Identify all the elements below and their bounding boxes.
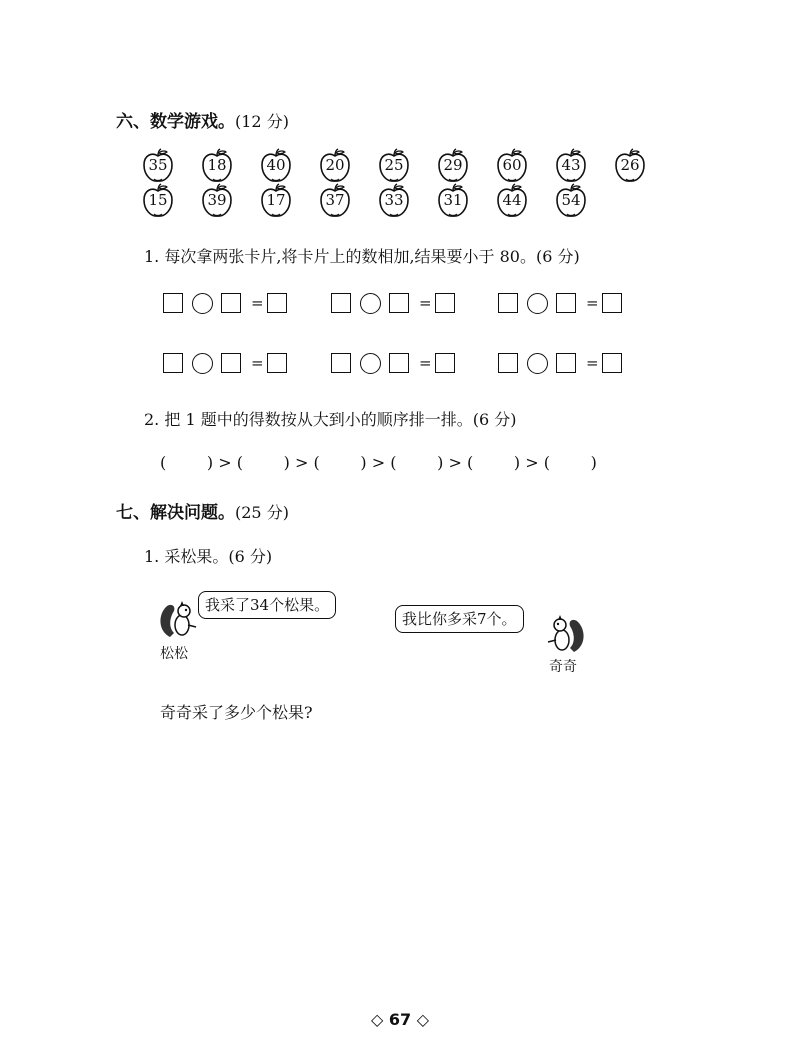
equals-sign: = <box>586 354 599 372</box>
apple-card <box>553 183 589 219</box>
section-7-title: 七、解决问题。 <box>116 503 235 523</box>
apple-number: 39 <box>207 191 227 209</box>
operator-circle[interactable] <box>360 293 381 314</box>
apple-number: 40 <box>266 156 286 174</box>
apple-number: 54 <box>561 191 581 209</box>
operator-circle[interactable] <box>192 353 213 374</box>
apple-number: 33 <box>384 191 404 209</box>
apple-card <box>435 183 471 219</box>
apple-number: 60 <box>502 156 522 174</box>
addend-box[interactable] <box>331 353 351 373</box>
result-box[interactable] <box>602 353 622 373</box>
apple-card <box>140 183 176 219</box>
equals-sign: = <box>586 294 599 312</box>
apple-card <box>317 183 353 219</box>
problem-question: 奇奇采了多少个松果? <box>160 703 313 722</box>
apple-card <box>435 148 471 184</box>
question-1: 1. 每次拿两张卡片,将卡片上的数相加,结果要小于 80。(6 分) <box>144 247 580 266</box>
addend-box[interactable] <box>556 293 576 313</box>
name-songsong: 松松 <box>160 646 188 662</box>
squirrel-left-icon <box>158 597 200 639</box>
addend-box[interactable] <box>498 353 518 373</box>
apple-number: 25 <box>384 156 404 174</box>
apple-card <box>199 183 235 219</box>
apple-number: 37 <box>325 191 345 209</box>
operator-circle[interactable] <box>527 353 548 374</box>
equation-group <box>498 293 628 315</box>
equation-group <box>163 293 293 315</box>
equals-sign: = <box>251 294 264 312</box>
squirrel-right-icon <box>542 610 586 654</box>
equation-group <box>163 353 293 375</box>
speech-bubble-right: 我比你多采7个。 <box>395 605 524 633</box>
equation-group <box>331 293 461 315</box>
apple-card <box>376 148 412 184</box>
result-box[interactable] <box>267 293 287 313</box>
addend-box[interactable] <box>389 353 409 373</box>
equation-group <box>331 353 461 375</box>
name-qiqi: 奇奇 <box>549 659 577 675</box>
order-blanks: ( ) > ( ) > ( ) > ( ) > ( ) > ( ) <box>160 453 597 472</box>
addend-box[interactable] <box>163 293 183 313</box>
apple-number: 31 <box>443 191 463 209</box>
apple-card <box>612 148 648 184</box>
equals-sign: = <box>419 354 432 372</box>
apple-card <box>553 148 589 184</box>
section-6-heading <box>116 107 289 132</box>
operator-circle[interactable] <box>192 293 213 314</box>
equals-sign: = <box>251 354 264 372</box>
apple-card <box>494 183 530 219</box>
equals-sign: = <box>419 294 432 312</box>
apple-card <box>258 183 294 219</box>
apple-card <box>199 148 235 184</box>
apple-number: 44 <box>502 191 522 209</box>
apple-number: 17 <box>266 191 286 209</box>
apple-number: 26 <box>620 156 640 174</box>
apple-number: 29 <box>443 156 463 174</box>
equation-group <box>498 353 628 375</box>
apple-card <box>140 148 176 184</box>
addend-box[interactable] <box>389 293 409 313</box>
operator-circle[interactable] <box>360 353 381 374</box>
apple-number: 18 <box>207 156 227 174</box>
section-6-title: 六、数学游戏。 <box>116 112 235 132</box>
problem-1: 1. 采松果。(6 分) <box>144 547 273 566</box>
question-2: 2. 把 1 题中的得数按从大到小的顺序排一排。(6 分) <box>144 410 517 429</box>
apple-number: 15 <box>148 191 168 209</box>
section-7-points: (25 分) <box>235 503 289 522</box>
page-number: ◇ 67 ◇ <box>370 1010 429 1029</box>
apple-card <box>376 183 412 219</box>
apple-card <box>258 148 294 184</box>
operator-circle[interactable] <box>527 293 548 314</box>
apple-number: 20 <box>325 156 345 174</box>
section-6-points: (12 分) <box>235 112 289 131</box>
addend-box[interactable] <box>331 293 351 313</box>
result-box[interactable] <box>267 353 287 373</box>
section-7-heading <box>116 498 289 523</box>
result-box[interactable] <box>435 293 455 313</box>
addend-box[interactable] <box>221 293 241 313</box>
addend-box[interactable] <box>221 353 241 373</box>
addend-box[interactable] <box>556 353 576 373</box>
apple-card <box>317 148 353 184</box>
addend-box[interactable] <box>163 353 183 373</box>
result-box[interactable] <box>602 293 622 313</box>
speech-bubble-left: 我采了34个松果。 <box>198 591 336 619</box>
apple-card <box>494 148 530 184</box>
apple-number: 43 <box>561 156 581 174</box>
addend-box[interactable] <box>498 293 518 313</box>
apple-number: 35 <box>148 156 168 174</box>
result-box[interactable] <box>435 353 455 373</box>
